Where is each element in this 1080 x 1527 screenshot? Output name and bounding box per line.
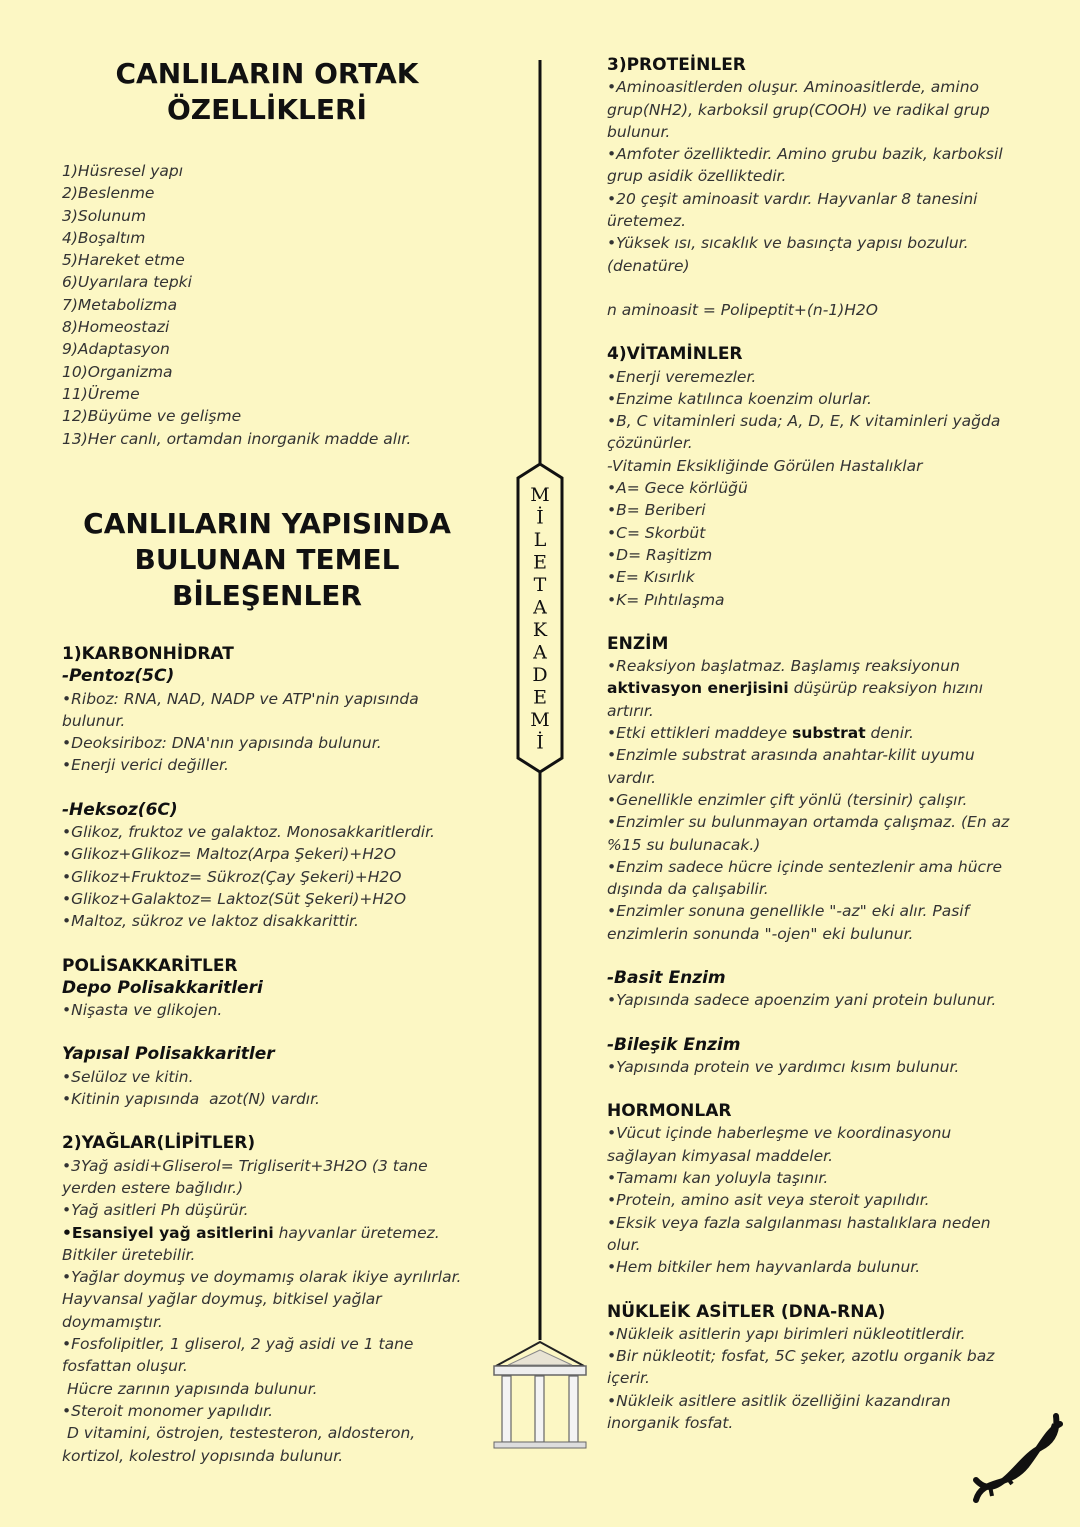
feature-item: 9)Adaptasyon bbox=[62, 340, 170, 359]
text-line: •D= Raşitizm bbox=[607, 545, 713, 564]
text-line bbox=[607, 677, 1027, 699]
right-column-content bbox=[607, 54, 1027, 1434]
text-line: •Fosfolipitler, 1 gliserol, 2 yağ asidi ve 1 tane bbox=[62, 1335, 414, 1354]
text-line: artırır. bbox=[607, 701, 654, 720]
text-line: •Maltoz, sükroz ve laktoz disakkarittir. bbox=[62, 912, 359, 931]
feature-item: 4)Boşaltım bbox=[62, 228, 146, 247]
section-heading: Yapısal Polisakkaritler bbox=[62, 1044, 275, 1065]
label-letter: E bbox=[533, 686, 547, 709]
text-line: •Enzimle substrat arasında anahtar-kilit uyumu bbox=[607, 746, 975, 765]
section-heading: -Pentoz(5C) bbox=[62, 666, 175, 687]
bold-term: substrat bbox=[792, 724, 866, 743]
section-heading: 4)VİTAMİNLER bbox=[607, 344, 743, 365]
spacer bbox=[607, 1279, 1027, 1301]
text-line: içerir. bbox=[607, 1369, 650, 1388]
label-letter: İ bbox=[536, 506, 544, 529]
text-line: •Protein, amino asit veya steroit yapılıdır. bbox=[607, 1191, 930, 1210]
text-line: doymamıştır. bbox=[62, 1312, 163, 1331]
spacer bbox=[62, 1021, 477, 1043]
bold-term: aktivasyon enerjisini bbox=[607, 679, 789, 698]
label-letter: D bbox=[532, 664, 548, 686]
section-heading: -Bileşik Enzim bbox=[607, 1034, 741, 1055]
text-line: inorganik fosfat. bbox=[607, 1414, 734, 1433]
spacer bbox=[62, 777, 477, 799]
label-letter: K bbox=[532, 619, 548, 641]
text-line: •Glikoz, fruktoz ve galaktoz. Monosakkaritlerdir. bbox=[62, 823, 435, 842]
text-line: (denatüre) bbox=[607, 256, 690, 275]
text-line: •3Yağ asidi+Gliserol= Trigliserit+3H2O (3 tane bbox=[62, 1156, 428, 1175]
feature-item: 5)Hareket etme bbox=[62, 251, 185, 270]
text-line: kortizol, kolestrol yopısında bulunur. bbox=[62, 1446, 344, 1465]
text-line: •Nükleik asitlerin yapı birimleri nükleotitlerdir. bbox=[607, 1324, 966, 1343]
section-heading: POLİSAKKARİTLER bbox=[62, 955, 238, 976]
text-line: •B, C vitaminleri suda; A, D, E, K vitaminleri yağda bbox=[607, 412, 1001, 431]
text-line: üretemez. bbox=[607, 212, 687, 231]
text-line bbox=[607, 722, 1027, 744]
text-line: •Reaksiyon başlatmaz. Başlamış reaksiyonun bbox=[607, 657, 960, 676]
text-start: •Etki ettikleri maddeye bbox=[607, 724, 793, 743]
text-line: D vitamini, östrojen, testesteron, aldosteron, bbox=[62, 1424, 416, 1443]
features-list bbox=[62, 160, 477, 450]
bold-term: •Esansiyel yağ asitlerini bbox=[62, 1223, 274, 1242]
label-letter: M bbox=[530, 484, 550, 506]
feature-item: 2)Beslenme bbox=[62, 184, 155, 203]
text-line: •Aminoasitlerden oluşur. Aminoasitlerde, amino bbox=[607, 78, 979, 97]
text-line: •Yağ asitleri Ph düşürür. bbox=[62, 1201, 249, 1220]
section-heading: -Basit Enzim bbox=[607, 967, 726, 988]
section-heading: HORMONLAR bbox=[607, 1101, 732, 1122]
text-line: •Glikoz+Galaktoz= Laktoz(Süt Şekeri)+H2O bbox=[62, 889, 407, 908]
feature-item: 10)Organizma bbox=[62, 362, 173, 381]
text-line: •Yüksek ısı, sıcaklık ve basınçta yapısı bozulur. bbox=[607, 234, 969, 253]
text-line: •Steroit monomer yapılıdır. bbox=[62, 1401, 274, 1420]
spacer bbox=[607, 1078, 1027, 1100]
text-line: •Enzimler sonuna genellikle "-az" eki alır. Pasif bbox=[607, 902, 970, 921]
text-line: n aminoasit = Polipeptit+(n-1)H2O bbox=[607, 300, 878, 319]
text-line: •E= Kısırlık bbox=[607, 568, 695, 587]
text-line: •Yağlar doymuş ve doymamış olarak ikiye ayrılırlar. bbox=[62, 1268, 462, 1287]
text-rest: düşürüp reaksiyon hızını bbox=[788, 679, 984, 698]
section-heading: NÜKLEİK ASİTLER (DNA-RNA) bbox=[607, 1301, 886, 1322]
feature-item: 3)Solunum bbox=[62, 206, 147, 225]
center-divider-ornament bbox=[480, 50, 600, 1450]
text-line: %15 su bulunacak.) bbox=[607, 835, 761, 854]
text-line: •Deoksiriboz: DNA'nın yapısında bulunur. bbox=[62, 734, 382, 753]
text-line: •Enerji verici değiller. bbox=[62, 756, 229, 775]
section-heading: ENZİM bbox=[607, 633, 669, 654]
text-line: vardır. bbox=[607, 768, 657, 787]
text-line: •Selüloz ve kitin. bbox=[62, 1067, 194, 1086]
spacer bbox=[607, 321, 1027, 343]
spacer bbox=[607, 1012, 1027, 1034]
text-line: •Yapısında sadece apoenzim yani protein bulunur. bbox=[607, 991, 997, 1010]
text-line: bulunur. bbox=[62, 711, 126, 730]
feature-item: 12)Büyüme ve gelişme bbox=[62, 407, 242, 426]
text-line: •Glikoz+Fruktoz= Sükroz(Çay Şekeri)+H2O bbox=[62, 867, 402, 886]
feature-item: 8)Homeostazi bbox=[62, 318, 170, 337]
text-line: •Eksik veya fazla salgılanması hastalıklara neden bbox=[607, 1213, 991, 1232]
feature-item: 7)Metabolizma bbox=[62, 295, 178, 314]
text-line: -Vitamin Eksikliğinde Görülen Hastalıklar bbox=[607, 456, 923, 475]
spacer bbox=[607, 277, 1027, 299]
section-heading: 1)KARBONHİDRAT bbox=[62, 644, 234, 664]
text-rest: denir. bbox=[865, 724, 914, 743]
left-column-content bbox=[62, 643, 477, 1467]
text-line: •Tamamı kan yoluyla taşınır. bbox=[607, 1169, 829, 1188]
text-line: •20 çeşit aminoasit vardır. Hayvanlar 8 tanesini bbox=[607, 189, 978, 208]
text-line: •K= Pıhtılaşma bbox=[607, 590, 725, 609]
text-line: enzimlerin sonunda "-ojen" eki bulunur. bbox=[607, 924, 914, 943]
section-heading: 3)PROTEİNLER bbox=[607, 55, 746, 75]
text-line: grup asidik özelliktedir. bbox=[607, 167, 787, 186]
text-line: •C= Skorbüt bbox=[607, 523, 706, 542]
feature-item: 1)Hüsresel yapı bbox=[62, 162, 184, 180]
text-line: •Riboz: RNA, NAD, NADP ve ATP'nin yapısında bbox=[62, 689, 419, 708]
label-letter: T bbox=[533, 574, 547, 596]
spacer bbox=[607, 611, 1027, 633]
title-temel-bilesenler: CANLILARIN YAPISINDA BULUNAN TEMEL BİLEŞENLER bbox=[83, 507, 451, 612]
dna-icon bbox=[968, 1408, 1068, 1508]
text-line: dışında da çalışabilir. bbox=[607, 880, 769, 899]
label-letter: A bbox=[533, 641, 547, 664]
text-line bbox=[62, 1222, 477, 1244]
text-line: olur. bbox=[607, 1235, 641, 1254]
spacer bbox=[62, 933, 477, 955]
text-line: Hücre zarının yapısında bulunur. bbox=[62, 1379, 318, 1398]
label-letter: A bbox=[533, 596, 547, 619]
feature-item: 11)Üreme bbox=[62, 384, 140, 403]
text-line: çözünürler. bbox=[607, 434, 693, 453]
section-heading: 2)YAĞLAR(LİPİTLER) bbox=[62, 1133, 256, 1154]
text-line: •Yapısında protein ve yardımcı kısım bulunur. bbox=[607, 1057, 960, 1076]
text-line: •Bir nükleotit; fosfat, 5C şeker, azotlu organik baz bbox=[607, 1347, 995, 1366]
text-line: •Nükleik asitlere asitlik özelliğini kazandıran bbox=[607, 1391, 951, 1410]
text-line: •Genellikle enzimler çift yönlü (tersinir) çalışır. bbox=[607, 790, 968, 809]
text-line: sağlayan kimyasal maddeler. bbox=[607, 1146, 834, 1165]
text-line: •Enerji veremezler. bbox=[607, 367, 757, 386]
text-line: •A= Gece körlüğü bbox=[607, 479, 748, 498]
feature-item: 13)Her canlı, ortamdan inorganik madde alır. bbox=[62, 429, 412, 448]
text-rest: hayvanlar üretemez. bbox=[273, 1223, 440, 1242]
temple-icon bbox=[494, 1342, 586, 1448]
feature-item: 6)Uyarılara tepki bbox=[62, 273, 192, 292]
text-line: •Enzim sadece hücre içinde sentezlenir ama hücre bbox=[607, 857, 1002, 876]
text-line: •Vücut içinde haberleşme ve koordinasyonu bbox=[607, 1124, 952, 1143]
text-line: fosfattan oluşur. bbox=[62, 1357, 188, 1376]
text-line: •Enzimler su bulunmayan ortamda çalışmaz. (En az bbox=[607, 813, 1010, 832]
text-line: •Enzime katılınca koenzim olurlar. bbox=[607, 389, 872, 408]
spacer bbox=[607, 945, 1027, 967]
section-heading: -Heksoz(6C) bbox=[62, 799, 178, 820]
text-line: •Amfoter özelliktedir. Amino grubu bazik, karboksil bbox=[607, 145, 1003, 164]
text-line: bulunur. bbox=[607, 122, 671, 141]
text-line: •Nişasta ve glikojen. bbox=[62, 1001, 223, 1020]
section-heading: Depo Polisakkaritleri bbox=[62, 977, 263, 998]
text-line: Hayvansal yağlar doymuş, bitkisel yağlar bbox=[62, 1290, 382, 1309]
label-letter: L bbox=[533, 529, 547, 551]
label-letter: E bbox=[533, 551, 547, 574]
label-letter: İ bbox=[536, 731, 544, 754]
spacer bbox=[62, 1110, 477, 1132]
text-line: •Glikoz+Glikoz= Maltoz(Arpa Şekeri)+H2O bbox=[62, 845, 396, 864]
text-line: Bitkiler üretebilir. bbox=[62, 1245, 196, 1264]
text-line: •Hem bitkiler hem hayvanlarda bulunur. bbox=[607, 1258, 921, 1277]
text-line: •B= Beriberi bbox=[607, 501, 706, 520]
label-letter: M bbox=[530, 709, 550, 731]
text-line: •Kitinin yapısında azot(N) vardır. bbox=[62, 1090, 320, 1109]
text-line: yerden estere bağlıdır.) bbox=[62, 1178, 244, 1197]
title-ortak-ozellikler: CANLILARIN ORTAK ÖZELLİKLERİ bbox=[115, 57, 419, 126]
text-line: grup(NH2), karboksil grup(COOH) ve radikal grup bbox=[607, 100, 990, 119]
